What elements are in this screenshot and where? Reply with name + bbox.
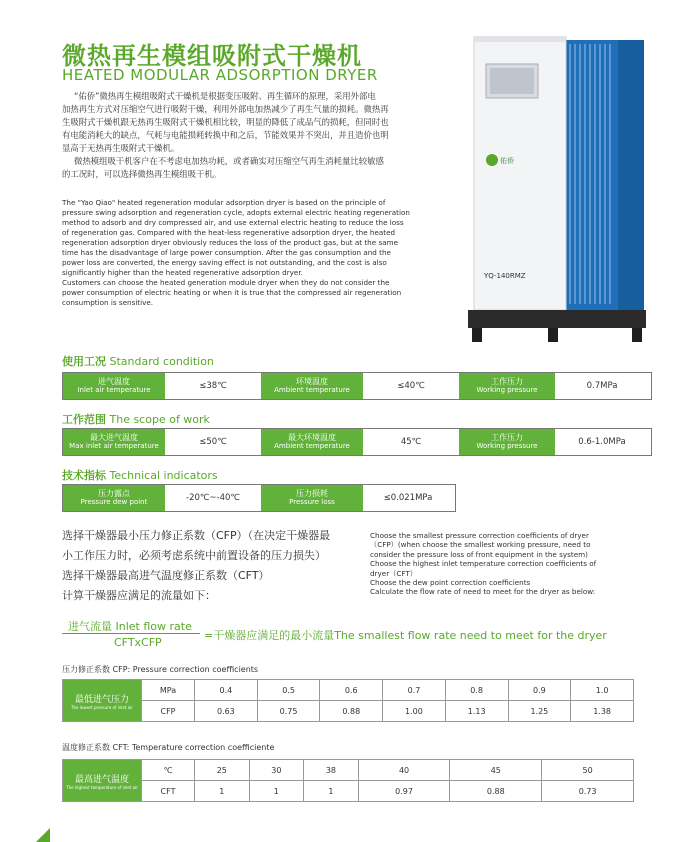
param-label (459, 373, 555, 399)
scope-of-work-table (62, 428, 652, 456)
table-cell: 0.88 (450, 781, 542, 802)
technical-indicators-table (62, 484, 456, 512)
table-cell: 1.38 (571, 701, 634, 722)
table-cell: 0.9 (508, 680, 571, 701)
header-en: The highest temperature of inlet air (66, 784, 138, 790)
table-cell: ℃ (142, 760, 195, 781)
table-cell: 1.0 (571, 680, 634, 701)
label-cn: 工作压力 (491, 377, 523, 386)
table-cell: 0.97 (358, 781, 450, 802)
selection-en-line: （CFP）(when choose the smallest working pressure, need to (370, 540, 591, 550)
table-cell: 0.6 (320, 680, 383, 701)
table-cell: 0.4 (195, 680, 258, 701)
page-subtitle: HEATED MODULAR ADSORPTION DRYER (62, 66, 378, 84)
intro-en-line: power consumption of electric heating or when it is true that the compressed air regeneration (62, 288, 402, 297)
label-cn: 压力损耗 (296, 489, 328, 498)
section-title-en: Standard condition (109, 355, 214, 368)
selection-cn-line: 选择干燥器最高进气温度修正系数（CFT） (62, 569, 270, 582)
table-cell: 1 (195, 781, 250, 802)
formula-result: =干燥器应满足的最小流量The smallest flow rate need to meet for the dryer (204, 629, 607, 642)
intro-cn-line: 加热再生方式对压缩空气进行吸附干燥，利用外部电加热减少了再生气量的损耗。微热再 (62, 104, 389, 114)
table-row (63, 680, 634, 701)
label-cn: 工作压力 (491, 433, 523, 442)
table-cell: 1.00 (383, 701, 446, 722)
cft-table-label: 温度修正系数 CFT: Temperature correction coefficiente (62, 743, 275, 752)
intro-en-line: pressure swing adsorption and regeneration cycle, adopts external electric heating regeneration (62, 208, 410, 217)
param-label (63, 373, 165, 399)
intro-cn-line: 的工况时，可以选择微热再生模组吸干机。 (62, 169, 222, 179)
section-title-cn: 使用工况 (62, 355, 106, 368)
param-value: 0.7MPa (555, 373, 649, 399)
intro-en-line: consumption is sensitive. (62, 298, 154, 307)
table-cell: 0.5 (257, 680, 320, 701)
dryer-model: YQ-140RMZ (484, 272, 526, 280)
intro-en-line: time has the disadvantage of large power consumption. After the gas consumption and the (62, 248, 391, 257)
selection-cn (62, 526, 362, 606)
table-cell: 1 (304, 781, 359, 802)
param-value: ≤50℃ (165, 429, 261, 455)
param-label (261, 485, 363, 511)
section-title-en: The scope of work (109, 413, 210, 426)
label-en: Working pressure (476, 442, 538, 450)
table-cell: 1.25 (508, 701, 571, 722)
intro-cn-line: 有电能消耗大的缺点，气耗与电能损耗转换中和之后，节能效果并不突出，并且造价也明 (62, 130, 389, 140)
selection-cn-line: 计算干燥器应满足的流量如下： (62, 589, 216, 602)
label-cn: 压力露点 (98, 489, 130, 498)
label-cn: 最大进气温度 (90, 433, 138, 442)
param-label (63, 485, 165, 511)
cft-table (62, 759, 634, 802)
param-value: 0.6-1.0MPa (555, 429, 649, 455)
param-label (261, 373, 363, 399)
dryer-logo: 佑侨 (500, 157, 514, 165)
label-cn: 环境温度 (296, 377, 328, 386)
table-cell: 0.7 (383, 680, 446, 701)
param-value: ≤38℃ (165, 373, 261, 399)
table-cell: 0.75 (257, 701, 320, 722)
selection-en (370, 531, 640, 597)
page-title: 微热再生模组吸附式干燥机 (62, 42, 362, 70)
standard-condition-title (62, 353, 214, 369)
intro-cn-line: 显高于无热再生吸附式干燥机。 (62, 143, 180, 153)
table-row (63, 781, 634, 802)
param-value: ≤0.021MPa (363, 485, 453, 511)
table-cell: CFT (142, 781, 195, 802)
cfp-table-label: 压力修正系数 CFP: Pressure correction coefficients (62, 665, 259, 674)
intro-en-line: power loss are converted, the energy saving effect is not outstanding, and the cost is also (62, 258, 387, 267)
table-cell: 1.13 (445, 701, 508, 722)
technical-indicators-title (62, 467, 218, 483)
cfp-row-header (63, 680, 142, 722)
corner-accent-triangle (36, 828, 50, 842)
table-cell: 45 (450, 760, 542, 781)
formula-numerator: 进气流量 Inlet flow rate (68, 620, 192, 633)
header-en: The lowest pressure of inlet air (71, 704, 133, 710)
label-en: Pressure loss (289, 498, 335, 506)
label-en: Inlet air temperature (77, 386, 151, 394)
label-en: Working pressure (476, 386, 538, 394)
table-cell: 0.88 (320, 701, 383, 722)
selection-en-line: consider the pressure loss of front equipment in the system) (370, 549, 588, 559)
section-title-en: Technical indicators (109, 469, 218, 482)
formula-fraction-line (62, 633, 200, 634)
param-label (261, 429, 363, 455)
table-cell: 0.8 (445, 680, 508, 701)
table-cell: CFP (142, 701, 195, 722)
label-cn: 进气温度 (98, 377, 130, 386)
param-label (459, 429, 555, 455)
table-cell: 0.73 (542, 781, 634, 802)
label-en: Ambient temperature (274, 386, 350, 394)
selection-en-line: Choose the smallest pressure correction coefficients of dryer (370, 531, 589, 540)
header-cn: 最低进气压力 (74, 694, 129, 705)
intro-en-line: Customers can choose the heated generation module dryer when they do not consider the (62, 278, 390, 287)
intro-en-line: of regeneration gas. Compared with the heat-less regenerative adsorption dryer, the heated (62, 228, 396, 237)
label-cn: 最大环境温度 (288, 433, 336, 442)
standard-condition-table (62, 372, 652, 400)
param-value: -20℃~-40℃ (165, 485, 261, 511)
table-cell: 25 (195, 760, 250, 781)
table-row (63, 701, 634, 722)
table-cell: 40 (358, 760, 450, 781)
table-cell: 1 (249, 781, 304, 802)
intro-cn-line: “佑侨”微热再生模组吸附式干燥机是根据变压吸附、再生循环的原理，采用外部电 (74, 91, 376, 101)
dryer-product-image (468, 36, 650, 346)
header-cn: 最高进气温度 (74, 774, 129, 785)
table-cell: 50 (542, 760, 634, 781)
selection-en-line: Calculate the flow rate of need to meet for the dryer as below: (370, 587, 596, 597)
table-cell: 0.63 (195, 701, 258, 722)
intro-en (62, 198, 430, 308)
table-cell: MPa (142, 680, 195, 701)
intro-en-line: significantly higher than the heated regenerative adsorption dryer. (62, 268, 303, 277)
selection-cn-line: 小工作压力时，必须考虑系统中前置设备的压力损失） (62, 549, 326, 562)
intro-en-line: regeneration adsorption dryer obviously reduces the loss of the product gas, but at the same (62, 238, 399, 247)
label-en: Ambient temperature (274, 442, 350, 450)
table-cell: 30 (249, 760, 304, 781)
section-title-cn: 技术指标 (62, 469, 106, 482)
intro-en-line: method to adsorb and dry compressed air, and use external electric heating to reduce the loss (62, 218, 404, 227)
param-label (63, 429, 165, 455)
intro-en-line: The "Yao Qiao" heated regeneration modular adsorption dryer is based on the principle of (62, 198, 386, 207)
table-row (63, 760, 634, 781)
label-en: Max inlet air temperature (69, 442, 159, 450)
scope-of-work-title (62, 411, 210, 427)
selection-cn-line: 选择干燥器最小压力修正系数（CFP）（在决定干燥器最 (62, 529, 331, 542)
table-cell: 38 (304, 760, 359, 781)
label-en: Pressure dew point (80, 498, 148, 506)
intro-cn (62, 90, 430, 181)
cfp-table (62, 679, 634, 722)
selection-en-line: Choose the dew point correction coefficients (370, 578, 531, 588)
param-value: ≤40℃ (363, 373, 459, 399)
selection-en-line: Choose the highest inlet temperature correction coefficients of (370, 559, 597, 569)
cft-row-header (63, 760, 142, 802)
param-value: 45℃ (363, 429, 459, 455)
selection-en-line: dryer（CFT） (370, 568, 417, 578)
intro-cn-line: 微热模组吸干机客户在不考虑电加热功耗，或者确实对压缩空气再生消耗量比较敏感 (74, 156, 384, 166)
section-title-cn: 工作范围 (62, 413, 106, 426)
formula-denominator: CFTxCFP (114, 636, 162, 649)
intro-cn-line: 生吸附式干燥机跟无热再生吸附式干燥机相比较，明显的降低了成品气的损耗，但同时也 (62, 117, 389, 127)
